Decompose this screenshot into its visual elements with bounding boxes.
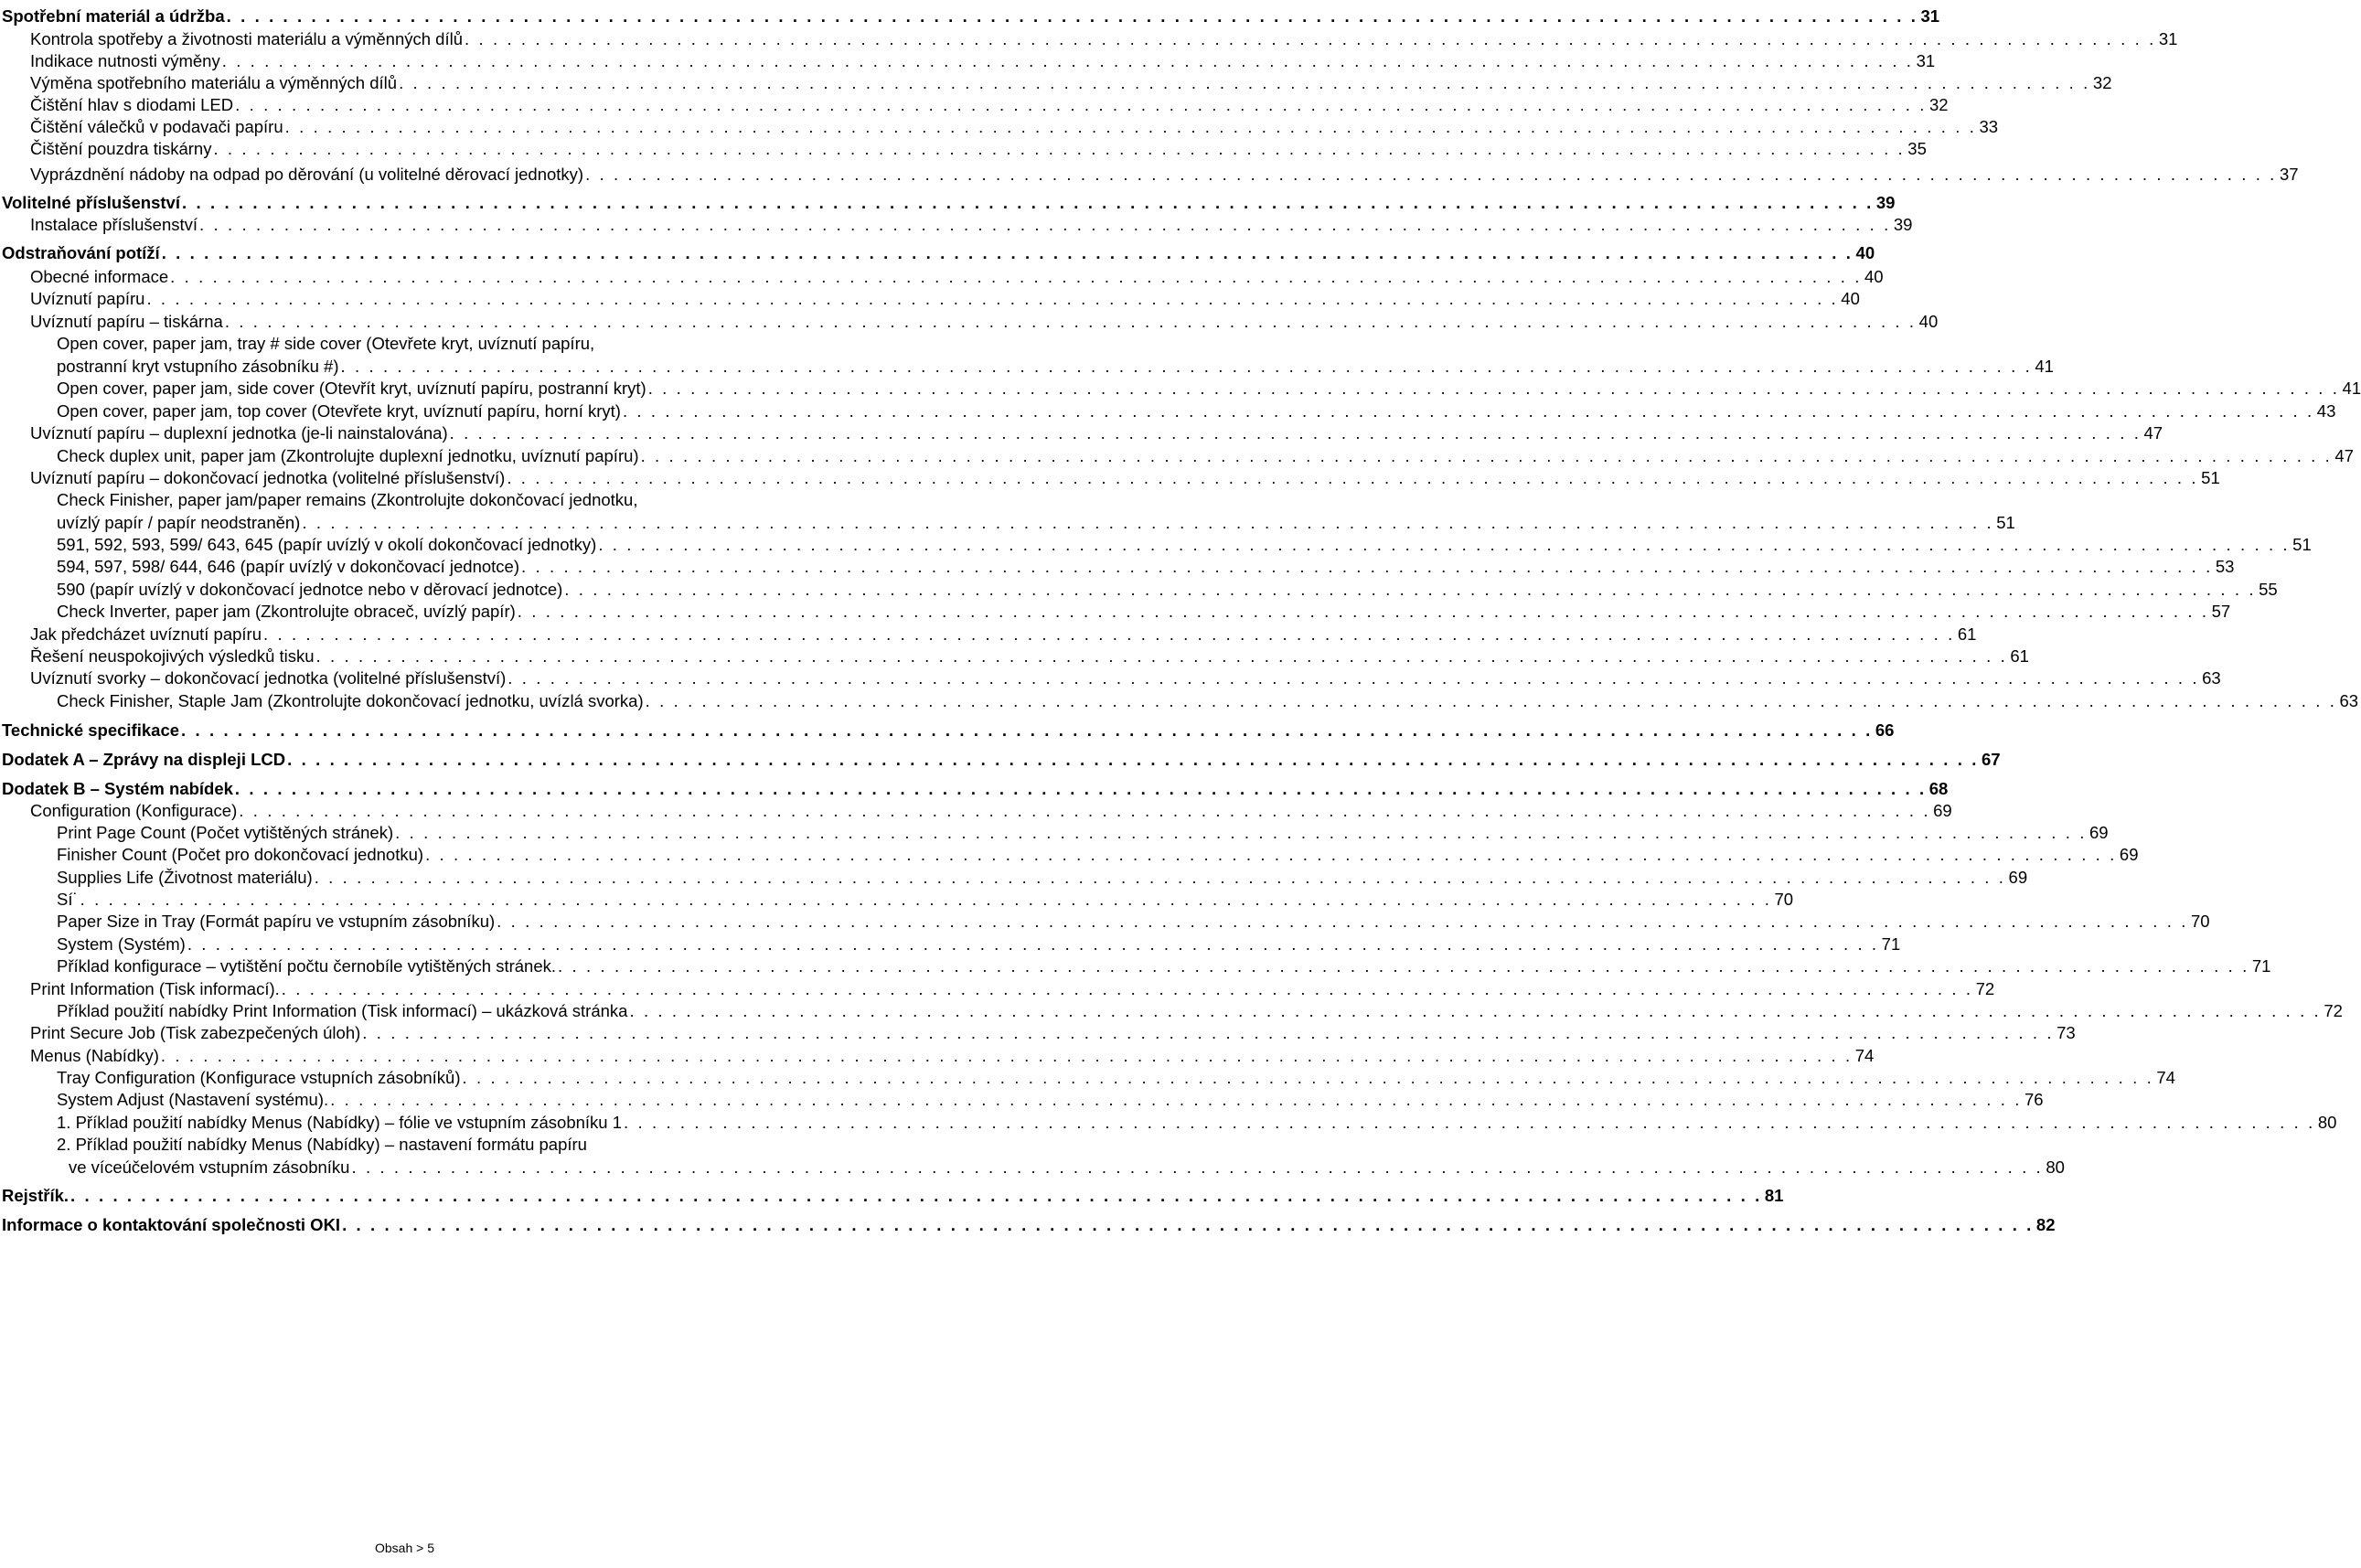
- dot-leader: . . . . . . . . . . . . . . . . . . . . . . . . . . . . . . . . . . . . . . . . . . . . . . . . . . . . . . . . . . . . . . . . . . . . . . . . . . . . . . . . . . . . . . . . . . . . . . . . . . . . . . . . . . . . . . . . . . . . . . . .: [70, 1186, 1762, 1205]
- toc-entry[interactable]: [0, 1088, 2044, 1111]
- dot-leader: . . . . . . . . . . . . . . . . . . . . . . . . . . . . . . . . . . . . . . . . . . . . . . . . . . . . . . . . . . . . . . . . . . . . . . . . . . . . . . . . . . . . . . . . . . . . . . . . . . . . . . . . . . . . . . . . . . . . . . . .: [640, 446, 2333, 465]
- toc-entry[interactable]: [0, 265, 1884, 288]
- toc-entry-title: Uvíznutí papíru – dokončovací jednotka (volitelné příslušenství): [30, 468, 506, 487]
- toc-entry[interactable]: [0, 1156, 2065, 1179]
- toc-entry[interactable]: [0, 999, 2343, 1022]
- dot-leader: . . . . . . . . . . . . . . . . . . . . . . . . . . . . . . . . . . . . . . . . . . . . . . . . . . . . . . . . . . . . . . . . . . . . . . . . . . . . . . . . . . . . . . . . . . . . . . . . . . . . . . . . . . . . . . . . . . . . . . . .: [314, 868, 2006, 887]
- dot-leader: . . . . . . . . . . . . . . . . . . . . . . . . . . . . . . . . . . . . . . . . . . . . . . . . . . . . . . . . . . . . . . . . . . . . . . . . . . . . . . . . . . . . . . . . . . . . . . . . . . . . . . . . . . . . . . . . . . . . . . . .: [395, 823, 2087, 842]
- toc-entry-title: Uvíznutí papíru – duplexní jednotka (je-li nainstalována): [30, 423, 448, 443]
- toc-entry-title: Rejstřík.: [2, 1186, 69, 1205]
- toc-entry-title: Čištění hlav s diodami LED: [30, 95, 234, 114]
- dot-leader: . . . . . . . . . . . . . . . . . . . . . . . . . . . . . . . . . . . . . . . . . . . . . . . . . . . . . . . . . . . . . . . . . . . . . . . . . . . . . . . . . . . . . . . . . . . . . . . . . . . . . . . . . . . . . . . . . . . . . . . .: [497, 912, 2188, 931]
- toc-entry[interactable]: [0, 799, 1952, 822]
- toc-page-number: 61: [1957, 624, 1977, 644]
- toc-entry[interactable]: [0, 623, 1977, 645]
- toc-entry[interactable]: [0, 137, 1927, 160]
- toc-page-number: 66: [1875, 720, 1895, 740]
- toc-entry-title: 594, 597, 598/ 644, 646 (papír uvízlý v dokončovací jednotce): [57, 557, 519, 576]
- toc-entry-title: Check Finisher, paper jam/paper remains (Zkontrolujte dokončovací jednotku,: [57, 490, 638, 509]
- toc-entry[interactable]: [0, 27, 2178, 50]
- toc-entry[interactable]: [0, 355, 2054, 378]
- toc-entry[interactable]: [0, 533, 2312, 556]
- dot-leader: . . . . . . . . . . . . . . . . . . . . . . . . . . . . . . . . . . . . . . . . . . . . . . . . . . . . . . . . . . . . . . . . . . . . . . . . . . . . . . . . . . . . . . . . . . . . . . . . . . . . . . . . . . . . . . . . . . . . . . . .: [221, 51, 1914, 70]
- toc-page-number: 74: [2156, 1068, 2175, 1087]
- toc-entry[interactable]: [0, 421, 2163, 444]
- dot-leader: . . . . . . . . . . . . . . . . . . . . . . . . . . . . . . . . . . . . . . . . . . . . . . . . . . . . . . . . . . . . . . . . . . . . . . . . . . . . . . . . . . . . . . . . . . . . . . . . . . . . . . . . . . . . . . . . . . . . . . . .: [302, 513, 1994, 532]
- toc-entry-title: Odstraňování potíží: [2, 243, 160, 262]
- toc-section[interactable]: [0, 748, 2001, 771]
- dot-leader: . . . . . . . . . . . . . . . . . . . . . . . . . . . . . . . . . . . . . . . . . . . . . . . . . . . . . . . . . . . . . . . . . . . . . . . . . . . . . . . . . . . . . . . . . . . . . . . . . . . . . . . . . . . . . . . . . . . . . . . .: [629, 1001, 2322, 1020]
- toc-entry[interactable]: [0, 1021, 2076, 1044]
- toc-page-number: 32: [2092, 73, 2112, 92]
- toc-entry-title: Dodatek A – Zprávy na displeji LCD: [2, 750, 286, 769]
- toc-entry-title: Spotřební materiál a údržba: [2, 6, 225, 26]
- toc-page-number: 31: [1916, 51, 1936, 70]
- toc-section[interactable]: [0, 5, 1940, 27]
- toc-entry-title: Řešení neuspokojivých výsledků tisku: [30, 646, 315, 666]
- toc-entry-title: Informace o kontaktování společnosti OKI: [2, 1215, 341, 1234]
- toc-page-number: 74: [1854, 1046, 1875, 1065]
- toc-entry[interactable]: [0, 667, 2221, 689]
- dot-leader: . . . . . . . . . . . . . . . . . . . . . . . . . . . . . . . . . . . . . . . . . . . . . . . . . . . . . . . . . . . . . . . . . . . . . . . . . . . . . . . . . . . . . . . . . . . . . . . . . . . . . . . . . . . . . . . . . . . . . . . .: [226, 6, 1918, 26]
- toc-entry-title: Open cover, paper jam, tray # side cover (Otevřete kryt, uvíznutí papíru,: [57, 334, 595, 353]
- toc-page-number: 63: [2339, 691, 2359, 710]
- dot-leader: . . . . . . . . . . . . . . . . . . . . . . . . . . . . . . . . . . . . . . . . . . . . . . . . . . . . . . . . . . . . . . . . . . . . . . . . . . . . . . . . . . . . . . . . . . . . . . . . . . . . . . . . . . . . . . . . . . . . . . . .: [399, 73, 2090, 92]
- toc-page-number: 69: [1933, 801, 1952, 820]
- toc-page-number: 51: [2292, 535, 2312, 554]
- toc-page-number: 57: [2211, 602, 2231, 621]
- toc-entry-title: Finisher Count (Počet pro dokončovací jednotku): [57, 845, 424, 864]
- toc-entry[interactable]: [0, 977, 1995, 1000]
- toc-section[interactable]: [0, 777, 1949, 800]
- dot-leader: . . . . . . . . . . . . . . . . . . . . . . . . . . . . . . . . . . . . . . . . . . . . . . . . . . . . . . . . . . . . . . . . . . . . . . . . . . . . . . . . . . . . . . . . . . . . . . . . . . . . . . . . . . . . . . . . . . . . . . . .: [585, 165, 2277, 184]
- dot-leader: . . . . . . . . . . . . . . . . . . . . . . . . . . . . . . . . . . . . . . . . . . . . . . . . . . . . . . . . . . . . . . . . . . . . . . . . . . . . . . . . . . . . . . . . . . . . . . . . . . . . . . . . . . . . . . . . . . . . . . . .: [465, 29, 2156, 48]
- toc-entry[interactable]: [0, 1066, 2175, 1089]
- dot-leader: . . . . . . . . . . . . . . . . . . . . . . . . . . . . . . . . . . . . . . . . . . . . . . . . . . . . . . . . . . . . . . . . . . . . . . . . . . . . . . . . . . . . . . . . . . . . . . . . . . . . . . . . . . . . . . . . . . . . . . . .: [647, 379, 2340, 398]
- toc-entry-title: System Adjust (Nastavení systému).: [57, 1090, 329, 1109]
- dot-leader: . . . . . . . . . . . . . . . . . . . . . . . . . . . . . . . . . . . . . . . . . . . . . . . . . . . . . . . . . . . . . . . . . . . . . . . . . . . . . . . . . . . . . . . . . . . . . . . . . . . . . . . . . . . . . . . . . . . . . . . .: [598, 535, 2291, 554]
- dot-leader: . . . . . . . . . . . . . . . . . . . . . . . . . . . . . . . . . . . . . . . . . . . . . . . . . . . . . . . . . . . . . . . . . . . . . . . . . . . . . . . . . . . . . . . . . . . . . . . . . . . . . . . . . . . . . . . . . . . . . . . .: [187, 934, 1879, 954]
- toc-entry[interactable]: [0, 444, 2354, 467]
- dot-leader: . . . . . . . . . . . . . . . . . . . . . . . . . . . . . . . . . . . . . . . . . . . . . . . . . . . . . . . . . . . . . . . . . . . . . . . . . . . . . . . . . . . . . . . . . . . . . . . . . . . . . . . . . . . . . . . . . . . . . . . .: [362, 1023, 2055, 1042]
- toc-entry[interactable]: [0, 578, 2278, 601]
- toc-entry-title: Menus (Nabídky): [30, 1046, 159, 1065]
- toc-entry[interactable]: [0, 466, 2220, 489]
- toc-entry-title: Open cover, paper jam, side cover (Otevřít kryt, uvíznutí papíru, postranní kryt): [57, 379, 646, 398]
- toc-page-number: 71: [2251, 956, 2271, 976]
- toc-entry-title: Instalace příslušenství: [30, 215, 198, 234]
- toc-entry[interactable]: [0, 1133, 876, 1156]
- toc-entry[interactable]: [0, 1044, 1875, 1067]
- toc-page-number: 70: [2191, 912, 2210, 931]
- dot-leader: . . . . . . . . . . . . . . . . . . . . . . . . . . . . . . . . . . . . . . . . . . . . . . . . . . . . . . . . . . . . . . . . . . . . . . . . . . . . . . . . . . . . . . . . . . . . . . . . . . . . . . . . . . . . . . . . . . . . . . . .: [80, 890, 1772, 909]
- dot-leader: . . . . . . . . . . . . . . . . . . . . . . . . . . . . . . . . . . . . . . . . . . . . . . . . . . . . . . . . . . . . . . . . . . . . . . . . . . . . . . . . . . . . . . . . . . . . . . . . . . . . . . . . . . . . . . . . . . . . . . . .: [624, 1113, 2315, 1132]
- dot-leader: . . . . . . . . . . . . . . . . . . . . . . . . . . . . . . . . . . . . . . . . . . . . . . . . . . . . . . . . . . . . . . . . . . . . . . . . . . . . . . . . . . . . . . . . . . . . . . . . . . . . . . . . . . . . . . . . . . . . . . . .: [462, 1068, 2154, 1087]
- toc-entry[interactable]: [0, 377, 2361, 400]
- toc-page-number: 80: [2046, 1157, 2065, 1177]
- dot-leader: . . . . . . . . . . . . . . . . . . . . . . . . . . . . . . . . . . . . . . . . . . . . . . . . . . . . . . . . . . . . . . . . . . . . . . . . . . . . . . . . . . . . . . . . . . . . . . . . . . . . . . . . . . . . . . . . . . . . . . . .: [351, 1157, 2044, 1177]
- toc-page-number: 72: [2324, 1001, 2343, 1020]
- dot-leader: . . . . . . . . . . . . . . . . . . . . . . . . . . . . . . . . . . . . . . . . . . . . . . . . . . . . . . . . . . . . . . . . . . . . . . . . . . . . . . . . . . . . . . . . . . . . . . . . . . . . . . . . . . . . . . . . . . . . . . . .: [449, 423, 2142, 443]
- toc-page-number: 73: [2057, 1023, 2076, 1042]
- toc-entry-title: Technické specifikace: [2, 720, 180, 740]
- toc-page-number: 69: [2008, 868, 2028, 887]
- toc-entry-title: Indikace nutnosti výměny: [30, 51, 220, 70]
- toc-page-number: 76: [2024, 1090, 2044, 1109]
- dot-leader: . . . . . . . . . . . . . . . . . . . . . . . . . . . . . . . . . . . . . . . . . . . . . . . . . . . . . . . . . . . . . . . . . . . . . . . . . . . . . . . . . . . . . . . . . . . . . . . . . . . . . . . . . . . . . . . . . . . . . . . .: [181, 720, 1873, 740]
- toc-entry-title: Print Information (Tisk informací).: [30, 979, 280, 998]
- toc-entry-title: 2. Příklad použití nabídky Menus (Nabídky) – nastavení formátu papíru: [57, 1135, 587, 1154]
- toc-entry-title: Volitelné příslušenství: [2, 193, 180, 212]
- toc-entry-title: 590 (papír uvízlý v dokončovací jednotce nebo v děrovací jednotce): [57, 580, 563, 599]
- toc-entry-title: Čištění pouzdra tiskárny: [30, 139, 212, 158]
- toc-entry[interactable]: [0, 1111, 2337, 1134]
- toc-entry[interactable]: [0, 555, 2235, 578]
- toc-entry[interactable]: [0, 910, 2210, 933]
- toc-page-number: 70: [1774, 890, 1794, 909]
- toc-entry-title: Configuration (Konfigurace): [30, 801, 238, 820]
- toc-entry-title: uvízlý papír / papír neodstraněn): [57, 513, 301, 532]
- toc-page-number: 43: [2316, 401, 2336, 421]
- toc-entry-title: Příklad použití nabídky Print Information (Tisk informací) – ukázková stránka: [57, 1001, 628, 1020]
- toc-page-number: 39: [1875, 193, 1896, 212]
- toc-page-number: 71: [1881, 934, 1901, 954]
- toc-page-number: 35: [1907, 139, 1927, 158]
- toc-entry-title: Uvíznutí papíru: [30, 289, 145, 308]
- toc-page-number: 67: [1981, 750, 2001, 769]
- dot-leader: . . . . . . . . . . . . . . . . . . . . . . . . . . . . . . . . . . . . . . . . . . . . . . . . . . . . . . . . . . . . . . . . . . . . . . . . . . . . . . . . . . . . . . . . . . . . . . . . . . . . . . . . . . . . . . . . . . . . . . . .: [284, 117, 1977, 136]
- toc-entry[interactable]: [0, 488, 876, 511]
- toc-entry-title: Čištění válečků v podavači papíru: [30, 117, 283, 136]
- dot-leader: . . . . . . . . . . . . . . . . . . . . . . . . . . . . . . . . . . . . . . . . . . . . . . . . . . . . . . . . . . . . . . . . . . . . . . . . . . . . . . . . . . . . . . . . . . . . . . . . . . . . . . . . . . . . . . . . . . . . . . . .: [224, 312, 1917, 331]
- toc-entry[interactable]: [0, 955, 2271, 977]
- toc-entry[interactable]: [0, 163, 2299, 186]
- toc-section[interactable]: [0, 241, 1875, 264]
- toc-section[interactable]: [0, 719, 1895, 741]
- toc-entry[interactable]: [0, 821, 2109, 844]
- toc-entry-title: Check duplex unit, paper jam (Zkontrolujte duplexní jednotku, uvíznutí papíru): [57, 446, 639, 465]
- toc-page-number: 69: [2119, 845, 2139, 864]
- toc-page-number: 69: [2089, 823, 2109, 842]
- toc-entry-title: Print Page Count (Počet vytištěných stránek): [57, 823, 394, 842]
- toc-entry-title: Check Finisher, Staple Jam (Zkontrolujte dokončovací jednotku, uvízlá svorka): [57, 691, 644, 710]
- toc-entry[interactable]: [0, 310, 1939, 333]
- toc-entry[interactable]: [0, 213, 1913, 236]
- dot-leader: . . . . . . . . . . . . . . . . . . . . . . . . . . . . . . . . . . . . . . . . . . . . . . . . . . . . . . . . . . . . . . . . . . . . . . . . . . . . . . . . . . . . . . . . . . . . . . . . . . . . . . . . . . . . . . . . . . . . . . . .: [234, 779, 1927, 798]
- toc-page-number: 81: [1764, 1186, 1784, 1205]
- toc-entry-title: Open cover, paper jam, top cover (Otevřete kryt, uvíznutí papíru, horní kryt): [57, 401, 621, 421]
- dot-leader: . . . . . . . . . . . . . . . . . . . . . . . . . . . . . . . . . . . . . . . . . . . . . . . . . . . . . . . . . . . . . . . . . . . . . . . . . . . . . . . . . . . . . . . . . . . . . . . . . . . . . . . . . . . . . . . . . . . . . . . .: [262, 624, 1955, 644]
- toc-page-number: 68: [1928, 779, 1949, 798]
- toc-page-number: 53: [2215, 557, 2235, 576]
- dot-leader: . . . . . . . . . . . . . . . . . . . . . . . . . . . . . . . . . . . . . . . . . . . . . . . . . . . . . . . . . . . . . . . . . . . . . . . . . . . . . . . . . . . . . . . . . . . . . . . . . . . . . . . . . . . . . . . . . . . . . . . .: [160, 1046, 1853, 1065]
- toc-entry[interactable]: [0, 866, 2028, 889]
- toc-entry[interactable]: [0, 689, 2359, 712]
- dot-leader: . . . . . . . . . . . . . . . . . . . . . . . . . . . . . . . . . . . . . . . . . . . . . . . . . . . . . . . . . . . . . . . . . . . . . . . . . . . . . . . . . . . . . . . . . . . . . . . . . . . . . . . . . . . . . . . . . . . . . . . .: [507, 468, 2199, 487]
- toc-entry[interactable]: [0, 71, 2112, 94]
- toc-entry[interactable]: [0, 400, 2336, 422]
- toc-entry[interactable]: [0, 645, 2029, 667]
- toc-section[interactable]: [0, 191, 1896, 214]
- dot-leader: . . . . . . . . . . . . . . . . . . . . . . . . . . . . . . . . . . . . . . . . . . . . . . . . . . . . . . . . . . . . . . . . . . . . . . . . . . . . . . . . . . . . . . . . . . . . . . . . . . . . . . . . . . . . . . . . . . . . . . . .: [330, 1090, 2022, 1109]
- toc-entry-title: System (Systém): [57, 934, 186, 954]
- toc-page-number: 40: [1918, 312, 1939, 331]
- toc-entry-title: Uvíznutí svorky – dokončovací jednotka (volitelné příslušenství): [30, 668, 507, 688]
- dot-leader: . . . . . . . . . . . . . . . . . . . . . . . . . . . . . . . . . . . . . . . . . . . . . . . . . . . . . . . . . . . . . . . . . . . . . . . . . . . . . . . . . . . . . . . . . . . . . . . . . . . . . . . . . . . . . . . . . . . . . . . .: [213, 139, 1906, 158]
- toc-entry-title: Check Inverter, paper jam (Zkontrolujte obraceč, uvízlý papír): [57, 602, 516, 621]
- toc-entry-title: Uvíznutí papíru – tiskárna: [30, 312, 223, 331]
- dot-leader: . . . . . . . . . . . . . . . . . . . . . . . . . . . . . . . . . . . . . . . . . . . . . . . . . . . . . . . . . . . . . . . . . . . . . . . . . . . . . . . . . . . . . . . . . . . . . . . . . . . . . . . . . . . . . . . . . . . . . . . .: [235, 95, 1927, 114]
- dot-leader: . . . . . . . . . . . . . . . . . . . . . . . . . . . . . . . . . . . . . . . . . . . . . . . . . . . . . . . . . . . . . . . . . . . . . . . . . . . . . . . . . . . . . . . . . . . . . . . . . . . . . . . . . . . . . . . . . . . . . . . .: [287, 750, 1979, 769]
- toc-entry-title: Sí˙: [57, 890, 79, 909]
- dot-leader: . . . . . . . . . . . . . . . . . . . . . . . . . . . . . . . . . . . . . . . . . . . . . . . . . . . . . . . . . . . . . . . . . . . . . . . . . . . . . . . . . . . . . . . . . . . . . . . . . . . . . . . . . . . . . . . . . . . . . . . .: [170, 267, 1863, 286]
- toc-page-number: 82: [2035, 1215, 2056, 1234]
- toc-entry-title: postranní kryt vstupního zásobníku #): [57, 357, 339, 376]
- toc-entry-title: Supplies Life (Životnost materiálu): [57, 868, 313, 887]
- toc-page-number: 37: [2279, 165, 2299, 184]
- toc-page-number: 51: [1996, 513, 2015, 532]
- dot-leader: . . . . . . . . . . . . . . . . . . . . . . . . . . . . . . . . . . . . . . . . . . . . . . . . . . . . . . . . . . . . . . . . . . . . . . . . . . . . . . . . . . . . . . . . . . . . . . . . . . . . . . . . . . . . . . . . . . . . . . . .: [507, 668, 2200, 688]
- toc-entry-title: Výměna spotřebního materiálu a výměnných dílů: [30, 73, 398, 92]
- dot-leader: . . . . . . . . . . . . . . . . . . . . . . . . . . . . . . . . . . . . . . . . . . . . . . . . . . . . . . . . . . . . . . . . . . . . . . . . . . . . . . . . . . . . . . . . . . . . . . . . . . . . . . . . . . . . . . . . . . . . . . . .: [281, 979, 1973, 998]
- toc-entry-title: 1. Příklad použití nabídky Menus (Nabídky) – fólie ve vstupním zásobníku 1: [57, 1113, 623, 1132]
- toc-entry-title: Jak předcházet uvíznutí papíru: [30, 624, 262, 644]
- toc-entry-title: Příklad konfigurace – vytištění počtu černobíle vytištěných stránek.: [57, 956, 557, 976]
- toc-entry[interactable]: [0, 115, 1999, 138]
- toc-page-number: 39: [1893, 215, 1913, 234]
- toc-entry[interactable]: [0, 600, 2231, 623]
- toc-entry-title: ve víceúčelovém vstupním zásobníku: [69, 1157, 350, 1177]
- toc-page-number: 32: [1928, 95, 1949, 114]
- dot-leader: . . . . . . . . . . . . . . . . . . . . . . . . . . . . . . . . . . . . . . . . . . . . . . . . . . . . . . . . . . . . . . . . . . . . . . . . . . . . . . . . . . . . . . . . . . . . . . . . . . . . . . . . . . . . . . . . . . . . . . . .: [146, 289, 1839, 308]
- dot-leader: . . . . . . . . . . . . . . . . . . . . . . . . . . . . . . . . . . . . . . . . . . . . . . . . . . . . . . . . . . . . . . . . . . . . . . . . . . . . . . . . . . . . . . . . . . . . . . . . . . . . . . . . . . . . . . . . . . . . . . . .: [239, 801, 1931, 820]
- toc-entry-title: Kontrola spotřeby a životnosti materiálu a výměnných dílů: [30, 29, 464, 48]
- toc-entry[interactable]: [0, 93, 1949, 116]
- toc-section[interactable]: [0, 1184, 1784, 1207]
- toc-entry-title: Dodatek B – Systém nabídek: [2, 779, 233, 798]
- dot-leader: . . . . . . . . . . . . . . . . . . . . . . . . . . . . . . . . . . . . . . . . . . . . . . . . . . . . . . . . . . . . . . . . . . . . . . . . . . . . . . . . . . . . . . . . . . . . . . . . . . . . . . . . . . . . . . . . . . . . . . . .: [425, 845, 2117, 864]
- dot-leader: . . . . . . . . . . . . . . . . . . . . . . . . . . . . . . . . . . . . . . . . . . . . . . . . . . . . . . . . . . . . . . . . . . . . . . . . . . . . . . . . . . . . . . . . . . . . . . . . . . . . . . . . . . . . . . . . . . . . . . . .: [564, 580, 2257, 599]
- toc-page-number: 31: [2158, 29, 2178, 48]
- toc-entry-title: Paper Size in Tray (Formát papíru ve vstupním zásobníku): [57, 912, 496, 931]
- toc-entry[interactable]: [0, 49, 1936, 72]
- dot-leader: . . . . . . . . . . . . . . . . . . . . . . . . . . . . . . . . . . . . . . . . . . . . . . . . . . . . . . . . . . . . . . . . . . . . . . . . . . . . . . . . . . . . . . . . . . . . . . . . . . . . . . . . . . . . . . . . . . . . . . . .: [342, 1215, 2034, 1234]
- toc-entry-title: Print Secure Job (Tisk zabezpečených úloh): [30, 1023, 361, 1042]
- toc-page-number: 40: [1855, 243, 1875, 262]
- toc-page-number: 51: [2201, 468, 2220, 487]
- toc-entry[interactable]: [0, 888, 1794, 911]
- toc-page-number: 72: [1975, 979, 1995, 998]
- toc-entry[interactable]: [0, 511, 2015, 534]
- toc-page-number: 41: [2342, 379, 2361, 398]
- dot-leader: . . . . . . . . . . . . . . . . . . . . . . . . . . . . . . . . . . . . . . . . . . . . . . . . . . . . . . . . . . . . . . . . . . . . . . . . . . . . . . . . . . . . . . . . . . . . . . . . . . . . . . . . . . . . . . . . . . . . . . . .: [161, 243, 1854, 262]
- dot-leader: . . . . . . . . . . . . . . . . . . . . . . . . . . . . . . . . . . . . . . . . . . . . . . . . . . . . . . . . . . . . . . . . . . . . . . . . . . . . . . . . . . . . . . . . . . . . . . . . . . . . . . . . . . . . . . . . . . . . . . . .: [199, 215, 1891, 234]
- toc-page-number: 40: [1841, 289, 1860, 308]
- toc-page-number: 63: [2202, 668, 2221, 688]
- toc-entry-title: Obecné informace: [30, 267, 169, 286]
- dot-leader: . . . . . . . . . . . . . . . . . . . . . . . . . . . . . . . . . . . . . . . . . . . . . . . . . . . . . . . . . . . . . . . . . . . . . . . . . . . . . . . . . . . . . . . . . . . . . . . . . . . . . . . . . . . . . . . . . . . . . . . .: [521, 557, 2213, 576]
- dot-leader: . . . . . . . . . . . . . . . . . . . . . . . . . . . . . . . . . . . . . . . . . . . . . . . . . . . . . . . . . . . . . . . . . . . . . . . . . . . . . . . . . . . . . . . . . . . . . . . . . . . . . . . . . . . . . . . . . . . . . . . .: [517, 602, 2209, 621]
- page-footer: Obsah > 5: [375, 1541, 434, 1555]
- dot-leader: . . . . . . . . . . . . . . . . . . . . . . . . . . . . . . . . . . . . . . . . . . . . . . . . . . . . . . . . . . . . . . . . . . . . . . . . . . . . . . . . . . . . . . . . . . . . . . . . . . . . . . . . . . . . . . . . . . . . . . . .: [340, 357, 2033, 376]
- toc-entry-title: Vyprázdnění nádoby na odpad po děrování (u volitelné děrovací jednotky): [30, 165, 584, 184]
- toc-entry-title: 591, 592, 593, 599/ 643, 645 (papír uvízlý v okolí dokončovací jednotky): [57, 535, 597, 554]
- toc-entry[interactable]: [0, 287, 1860, 310]
- dot-leader: . . . . . . . . . . . . . . . . . . . . . . . . . . . . . . . . . . . . . . . . . . . . . . . . . . . . . . . . . . . . . . . . . . . . . . . . . . . . . . . . . . . . . . . . . . . . . . . . . . . . . . . . . . . . . . . . . . . . . . . .: [182, 193, 1874, 212]
- toc-page-number: 41: [2035, 357, 2054, 376]
- toc-entry[interactable]: [0, 843, 2139, 866]
- dot-leader: . . . . . . . . . . . . . . . . . . . . . . . . . . . . . . . . . . . . . . . . . . . . . . . . . . . . . . . . . . . . . . . . . . . . . . . . . . . . . . . . . . . . . . . . . . . . . . . . . . . . . . . . . . . . . . . . . . . . . . . .: [558, 956, 2249, 976]
- toc-page-number: 80: [2317, 1113, 2337, 1132]
- toc-page-number: 55: [2259, 580, 2278, 599]
- dot-leader: . . . . . . . . . . . . . . . . . . . . . . . . . . . . . . . . . . . . . . . . . . . . . . . . . . . . . . . . . . . . . . . . . . . . . . . . . . . . . . . . . . . . . . . . . . . . . . . . . . . . . . . . . . . . . . . . . . . . . . . .: [622, 401, 2314, 421]
- toc-section[interactable]: [0, 1213, 2056, 1236]
- dot-leader: . . . . . . . . . . . . . . . . . . . . . . . . . . . . . . . . . . . . . . . . . . . . . . . . . . . . . . . . . . . . . . . . . . . . . . . . . . . . . . . . . . . . . . . . . . . . . . . . . . . . . . . . . . . . . . . . . . . . . . . .: [645, 691, 2337, 710]
- toc-entry[interactable]: [0, 332, 876, 355]
- dot-leader: . . . . . . . . . . . . . . . . . . . . . . . . . . . . . . . . . . . . . . . . . . . . . . . . . . . . . . . . . . . . . . . . . . . . . . . . . . . . . . . . . . . . . . . . . . . . . . . . . . . . . . . . . . . . . . . . . . . . . . . .: [315, 646, 2008, 666]
- toc-page-number: 33: [1979, 117, 1999, 136]
- toc-page-number: 47: [2143, 423, 2163, 443]
- toc-entry[interactable]: [0, 933, 1901, 955]
- toc-page-number: 61: [2010, 646, 2029, 666]
- toc-entry-title: Tray Configuration (Konfigurace vstupních zásobníků): [57, 1068, 461, 1087]
- toc-page-number: 31: [1920, 6, 1940, 26]
- toc-page-number: 40: [1864, 267, 1884, 286]
- toc-page-number: 47: [2334, 446, 2354, 465]
